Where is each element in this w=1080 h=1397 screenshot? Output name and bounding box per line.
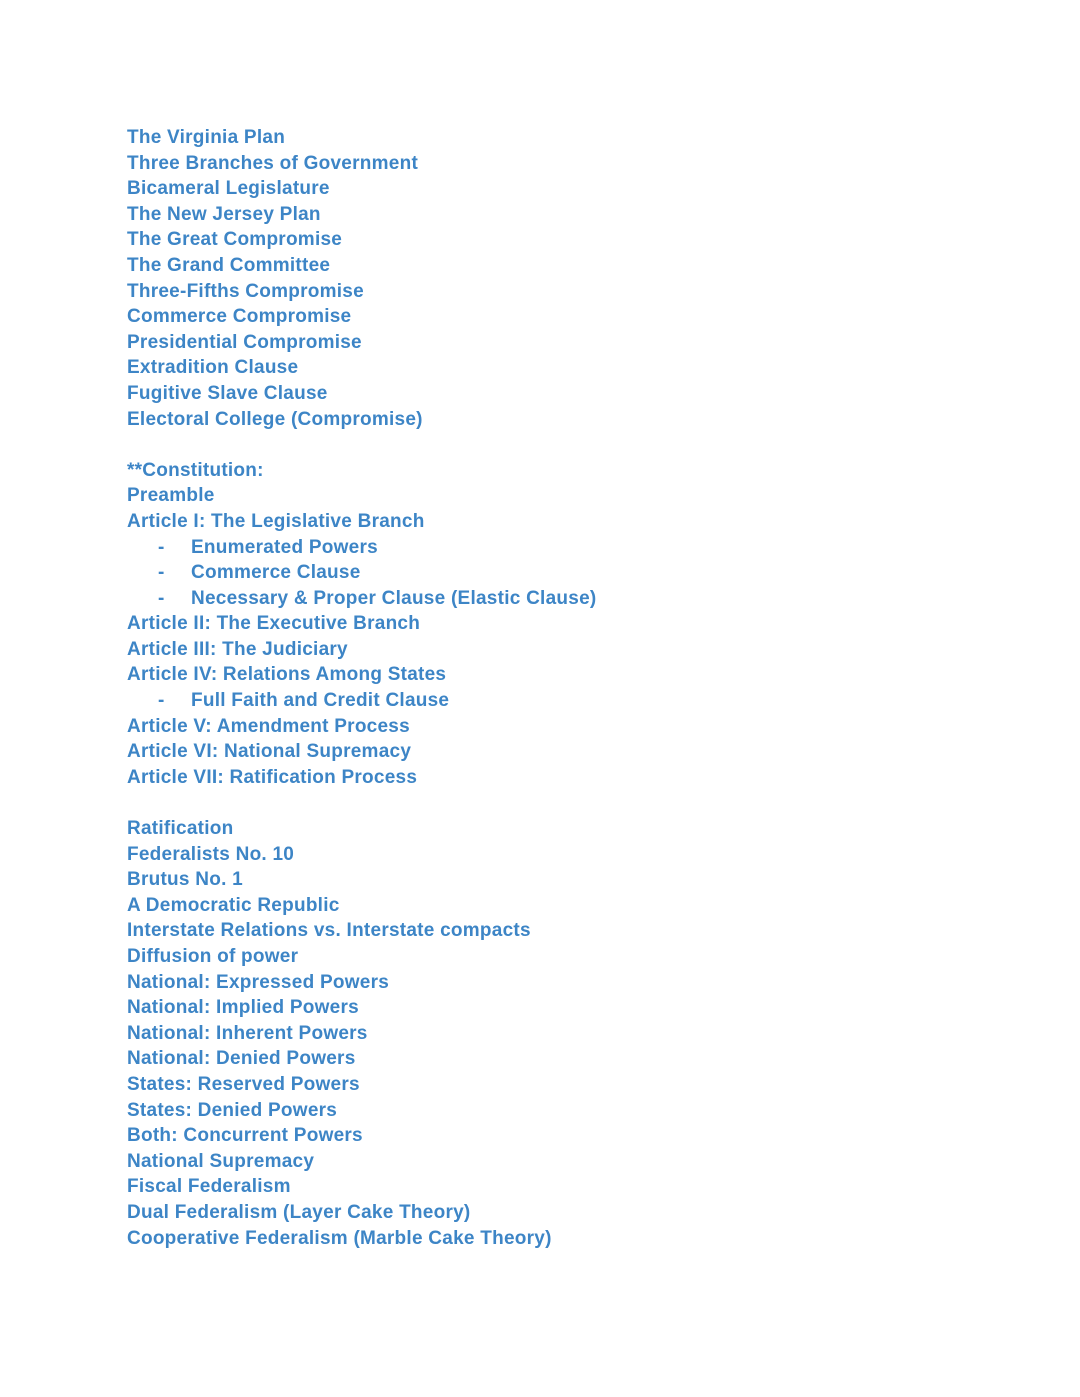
term-line: Ratification (127, 818, 234, 840)
term-line: National: Expressed Powers (127, 971, 390, 993)
dash-bullet: - (158, 562, 165, 584)
constitution-heading: **Constitution: (127, 459, 264, 481)
term-line: Cooperative Federalism (Marble Cake Theory) (127, 1227, 552, 1249)
sub-item (127, 560, 596, 586)
sub-item (127, 586, 596, 612)
sub-item-text: Full Faith and Credit Clause (191, 690, 450, 712)
term-line: A Democratic Republic (127, 894, 340, 916)
term-line: States: Reserved Powers (127, 1073, 360, 1095)
term-line: Diffusion of power (127, 946, 299, 967)
sub-item-text: Necessary & Proper Clause (Elastic Clause) (191, 587, 597, 609)
term-line: National Supremacy (127, 1150, 315, 1172)
term-line: Three Branches of Government (127, 152, 419, 174)
term-line: The Great Compromise (127, 229, 343, 251)
article-3-line: Article III: The Judiciary (127, 638, 348, 660)
term-line: Fiscal Federalism (127, 1176, 291, 1198)
section-constitution (127, 458, 596, 791)
term-line: Brutus No. 1 (127, 869, 243, 891)
article-5-line: Article V: Amendment Process (127, 715, 410, 737)
term-line: Interstate Relations vs. Interstate compacts (127, 920, 531, 942)
term-line: National: Denied Powers (127, 1048, 356, 1070)
term-line: Three-Fifths Compromise (127, 280, 364, 302)
term-line: Both: Concurrent Powers (127, 1125, 363, 1147)
dash-bullet: - (158, 536, 165, 558)
document-body (127, 125, 596, 1251)
article-2-line: Article II: The Executive Branch (127, 613, 421, 635)
sub-item-text: Commerce Clause (191, 562, 361, 584)
term-line: National: Implied Powers (127, 997, 359, 1019)
term-line: The New Jersey Plan (127, 203, 321, 225)
article-6-line: Article VI: National Supremacy (127, 741, 412, 763)
section-convention-terms (127, 125, 596, 432)
term-line: The Grand Committee (127, 254, 331, 276)
term-line: Commerce Compromise (127, 306, 352, 328)
article-4-line: Article IV: Relations Among States (127, 664, 447, 686)
term-line: States: Denied Powers (127, 1099, 338, 1121)
preamble-line: Preamble (127, 485, 215, 507)
term-line: Extradition Clause (127, 357, 299, 379)
term-line: Federalists No. 10 (127, 843, 295, 865)
blank-line (127, 790, 596, 816)
article-1-line: Article I: The Legislative Branch (127, 510, 425, 532)
term-line: Electoral College (Compromise) (127, 408, 423, 430)
article-7-line: Article VII: Ratification Process (127, 766, 418, 788)
term-line: National: Inherent Powers (127, 1022, 368, 1044)
term-line: Fugitive Slave Clause (127, 382, 328, 404)
term-line: Dual Federalism (Layer Cake Theory) (127, 1201, 471, 1223)
dash-bullet: - (158, 587, 165, 609)
term-line: Presidential Compromise (127, 331, 362, 353)
term-line: Bicameral Legislature (127, 178, 330, 200)
section-federalism-terms (127, 816, 596, 1251)
sub-item-text: Enumerated Powers (191, 536, 378, 558)
dash-bullet: - (158, 690, 165, 712)
term-line: The Virginia Plan (127, 127, 286, 148)
blank-line (127, 432, 596, 458)
sub-item (127, 535, 596, 561)
sub-item (127, 688, 596, 714)
